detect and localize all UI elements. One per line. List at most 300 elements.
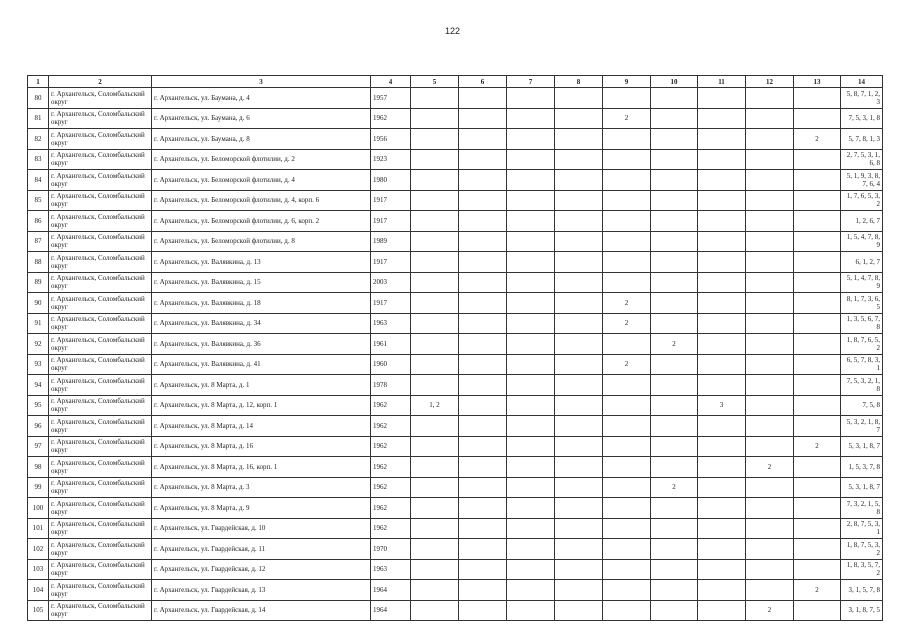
col12-cell	[746, 436, 794, 457]
col14-cell: 1, 8, 7, 5, 3, 2	[841, 539, 883, 560]
col11-cell	[698, 231, 746, 252]
col13-cell: 2	[794, 129, 841, 150]
year-cell: 1917	[371, 293, 411, 314]
col8-cell	[555, 149, 603, 170]
district-cell: г. Архангельск, Соломбальский округ	[49, 600, 152, 621]
col7-cell	[507, 518, 555, 539]
column-header: 6	[459, 76, 507, 88]
col14-cell: 7, 3, 2, 1, 5, 8	[841, 498, 883, 519]
address-cell: г. Архангельск, ул. 8 Марта, д. 9	[152, 498, 371, 519]
row-number: 99	[28, 477, 49, 498]
col13-cell	[794, 375, 841, 396]
col7-cell	[507, 559, 555, 580]
col11-cell	[698, 313, 746, 334]
address-cell: г. Архангельск, ул. Беломорской флотилии, д. 8	[152, 231, 371, 252]
address-cell: г. Архангельск, ул. 8 Марта, д. 14	[152, 416, 371, 437]
col14-cell: 5, 3, 1, 8, 7	[841, 477, 883, 498]
col12-cell	[746, 108, 794, 129]
col9-cell	[603, 190, 651, 211]
col11-cell	[698, 190, 746, 211]
column-header: 12	[746, 76, 794, 88]
col10-cell	[651, 272, 698, 293]
row-number: 90	[28, 293, 49, 314]
table-row	[28, 149, 883, 170]
col10-cell	[651, 498, 698, 519]
col12-cell	[746, 88, 794, 109]
row-number: 92	[28, 334, 49, 355]
col14-cell: 1, 5, 4, 7, 8, 9	[841, 231, 883, 252]
col9-cell	[603, 395, 651, 416]
column-header: 4	[371, 76, 411, 88]
col6-cell	[459, 395, 507, 416]
table-row	[28, 252, 883, 273]
col11-cell	[698, 559, 746, 580]
col13-cell	[794, 518, 841, 539]
year-cell: 1980	[371, 170, 411, 191]
col12-cell	[746, 293, 794, 314]
table-row	[28, 559, 883, 580]
col8-cell	[555, 395, 603, 416]
table-row	[28, 375, 883, 396]
col9-cell	[603, 252, 651, 273]
year-cell: 1957	[371, 88, 411, 109]
col5-cell	[411, 272, 459, 293]
district-cell: г. Архангельск, Соломбальский округ	[49, 88, 152, 109]
col9-cell	[603, 129, 651, 150]
col5-cell	[411, 108, 459, 129]
col6-cell	[459, 313, 507, 334]
col8-cell	[555, 498, 603, 519]
table-row	[28, 498, 883, 519]
district-cell: г. Архангельск, Соломбальский округ	[49, 498, 152, 519]
col6-cell	[459, 170, 507, 191]
col12-cell	[746, 518, 794, 539]
col13-cell	[794, 354, 841, 375]
col13-cell	[794, 88, 841, 109]
row-number: 94	[28, 375, 49, 396]
row-number: 89	[28, 272, 49, 293]
year-cell: 1962	[371, 498, 411, 519]
district-cell: г. Архангельск, Соломбальский округ	[49, 539, 152, 560]
table-row	[28, 129, 883, 150]
col7-cell	[507, 149, 555, 170]
col6-cell	[459, 416, 507, 437]
col12-cell	[746, 498, 794, 519]
year-cell: 1962	[371, 518, 411, 539]
col14-cell: 5, 1, 9, 3, 8, 7, 6, 4	[841, 170, 883, 191]
row-number: 93	[28, 354, 49, 375]
col7-cell	[507, 539, 555, 560]
col14-cell: 1, 8, 3, 5, 7, 2	[841, 559, 883, 580]
page-number: 122	[444, 26, 461, 36]
row-number: 97	[28, 436, 49, 457]
col12-cell	[746, 211, 794, 232]
col10-cell: 2	[651, 477, 698, 498]
col11-cell	[698, 211, 746, 232]
col7-cell	[507, 600, 555, 621]
district-cell: г. Архангельск, Соломбальский округ	[49, 559, 152, 580]
col7-cell	[507, 457, 555, 478]
col9-cell: 2	[603, 293, 651, 314]
year-cell: 1917	[371, 211, 411, 232]
col13-cell	[794, 170, 841, 191]
col7-cell	[507, 334, 555, 355]
col9-cell	[603, 498, 651, 519]
address-cell: г. Архангельск, ул. Беломорской флотилии, д. 4	[152, 170, 371, 191]
col9-cell	[603, 580, 651, 601]
table-row	[28, 293, 883, 314]
district-cell: г. Архангельск, Соломбальский округ	[49, 580, 152, 601]
row-number: 85	[28, 190, 49, 211]
row-number: 84	[28, 170, 49, 191]
col14-cell: 1, 5, 3, 7, 8	[841, 457, 883, 478]
district-cell: г. Архангельск, Соломбальский округ	[49, 211, 152, 232]
col12-cell	[746, 354, 794, 375]
col5-cell	[411, 252, 459, 273]
col13-cell	[794, 190, 841, 211]
col7-cell	[507, 580, 555, 601]
col9-cell: 2	[603, 313, 651, 334]
row-number: 88	[28, 252, 49, 273]
col11-cell	[698, 518, 746, 539]
column-header: 10	[651, 76, 698, 88]
table-row	[28, 170, 883, 191]
column-header: 2	[49, 76, 152, 88]
col5-cell	[411, 334, 459, 355]
col8-cell	[555, 559, 603, 580]
col8-cell	[555, 477, 603, 498]
column-header: 8	[555, 76, 603, 88]
district-cell: г. Архангельск, Соломбальский округ	[49, 477, 152, 498]
col10-cell	[651, 170, 698, 191]
col10-cell	[651, 436, 698, 457]
col6-cell	[459, 88, 507, 109]
table-body	[28, 88, 883, 621]
district-cell: г. Архангельск, Соломбальский округ	[49, 457, 152, 478]
col9-cell	[603, 231, 651, 252]
col5-cell	[411, 170, 459, 191]
table-row	[28, 477, 883, 498]
district-cell: г. Архангельск, Соломбальский округ	[49, 293, 152, 314]
table-row	[28, 395, 883, 416]
col5-cell	[411, 477, 459, 498]
year-cell: 1978	[371, 375, 411, 396]
col12-cell	[746, 477, 794, 498]
col12-cell	[746, 375, 794, 396]
row-number: 104	[28, 580, 49, 601]
year-cell: 2003	[371, 272, 411, 293]
col8-cell	[555, 293, 603, 314]
district-cell: г. Архангельск, Соломбальский округ	[49, 416, 152, 437]
col8-cell	[555, 252, 603, 273]
col6-cell	[459, 211, 507, 232]
year-cell: 1962	[371, 395, 411, 416]
col7-cell	[507, 395, 555, 416]
col6-cell	[459, 149, 507, 170]
col6-cell	[459, 375, 507, 396]
col9-cell	[603, 375, 651, 396]
row-number: 101	[28, 518, 49, 539]
district-cell: г. Архангельск, Соломбальский округ	[49, 334, 152, 355]
district-cell: г. Архангельск, Соломбальский округ	[49, 272, 152, 293]
col7-cell	[507, 477, 555, 498]
table-row	[28, 88, 883, 109]
col9-cell: 2	[603, 108, 651, 129]
col11-cell: 3	[698, 395, 746, 416]
year-cell: 1964	[371, 600, 411, 621]
col13-cell	[794, 559, 841, 580]
table-row	[28, 416, 883, 437]
col8-cell	[555, 211, 603, 232]
col12-cell	[746, 252, 794, 273]
col10-cell	[651, 313, 698, 334]
col5-cell	[411, 211, 459, 232]
col8-cell	[555, 272, 603, 293]
col11-cell	[698, 375, 746, 396]
district-cell: г. Архангельск, Соломбальский округ	[49, 149, 152, 170]
col5-cell	[411, 416, 459, 437]
year-cell: 1960	[371, 354, 411, 375]
col14-cell: 1, 3, 5, 6, 7, 8	[841, 313, 883, 334]
col9-cell	[603, 211, 651, 232]
col5-cell: 1, 2	[411, 395, 459, 416]
district-cell: г. Архангельск, Соломбальский округ	[49, 170, 152, 191]
col12-cell	[746, 313, 794, 334]
col6-cell	[459, 108, 507, 129]
district-cell: г. Архангельск, Соломбальский округ	[49, 313, 152, 334]
col7-cell	[507, 498, 555, 519]
address-cell: г. Архангельск, ул. Валявкина, д. 41	[152, 354, 371, 375]
col11-cell	[698, 108, 746, 129]
col14-cell: 1, 2, 6, 7	[841, 211, 883, 232]
col8-cell	[555, 600, 603, 621]
col5-cell	[411, 293, 459, 314]
col6-cell	[459, 477, 507, 498]
col12-cell	[746, 416, 794, 437]
col11-cell	[698, 457, 746, 478]
address-cell: г. Архангельск, ул. Валявкина, д. 36	[152, 334, 371, 355]
column-header: 5	[411, 76, 459, 88]
address-cell: г. Архангельск, ул. Валявкина, д. 15	[152, 272, 371, 293]
col10-cell	[651, 211, 698, 232]
col13-cell	[794, 272, 841, 293]
col6-cell	[459, 354, 507, 375]
col10-cell: 2	[651, 334, 698, 355]
year-cell: 1962	[371, 457, 411, 478]
col6-cell	[459, 600, 507, 621]
col14-cell: 7, 5, 3, 1, 8	[841, 108, 883, 129]
col7-cell	[507, 375, 555, 396]
district-cell: г. Архангельск, Соломбальский округ	[49, 108, 152, 129]
col7-cell	[507, 272, 555, 293]
col8-cell	[555, 375, 603, 396]
col9-cell	[603, 457, 651, 478]
col5-cell	[411, 600, 459, 621]
col5-cell	[411, 149, 459, 170]
col10-cell	[651, 580, 698, 601]
table-row	[28, 231, 883, 252]
row-number: 105	[28, 600, 49, 621]
col13-cell: 2	[794, 436, 841, 457]
col9-cell	[603, 477, 651, 498]
address-cell: г. Архангельск, ул. Беломорской флотилии, д. 4, корп. 6	[152, 190, 371, 211]
address-cell: г. Архангельск, ул. Гвардейская, д. 11	[152, 539, 371, 560]
col10-cell	[651, 375, 698, 396]
year-cell: 1963	[371, 313, 411, 334]
col13-cell	[794, 334, 841, 355]
col11-cell	[698, 477, 746, 498]
col8-cell	[555, 354, 603, 375]
col7-cell	[507, 354, 555, 375]
year-cell: 1963	[371, 559, 411, 580]
col8-cell	[555, 88, 603, 109]
col13-cell	[794, 231, 841, 252]
col9-cell	[603, 559, 651, 580]
district-cell: г. Архангельск, Соломбальский округ	[49, 252, 152, 273]
col5-cell	[411, 436, 459, 457]
district-cell: г. Архангельск, Соломбальский округ	[49, 190, 152, 211]
address-cell: г. Архангельск, ул. Беломорской флотилии, д. 2	[152, 149, 371, 170]
col10-cell	[651, 559, 698, 580]
col12-cell: 2	[746, 600, 794, 621]
year-cell: 1923	[371, 149, 411, 170]
col14-cell: 2, 8, 7, 5, 3, 1	[841, 518, 883, 539]
col6-cell	[459, 518, 507, 539]
address-cell: г. Архангельск, ул. Баумана, д. 6	[152, 108, 371, 129]
address-cell: г. Архангельск, ул. Гвардейская, д. 12	[152, 559, 371, 580]
col7-cell	[507, 190, 555, 211]
address-cell: г. Архангельск, ул. 8 Марта, д. 1	[152, 375, 371, 396]
col12-cell	[746, 170, 794, 191]
col9-cell	[603, 600, 651, 621]
address-cell: г. Архангельск, ул. Валявкина, д. 18	[152, 293, 371, 314]
col14-cell: 5, 3, 2, 1, 8, 7	[841, 416, 883, 437]
col7-cell	[507, 108, 555, 129]
col5-cell	[411, 88, 459, 109]
col10-cell	[651, 354, 698, 375]
row-number: 100	[28, 498, 49, 519]
col9-cell	[603, 170, 651, 191]
col14-cell: 1, 7, 6, 5, 3, 2	[841, 190, 883, 211]
col5-cell	[411, 539, 459, 560]
col10-cell	[651, 293, 698, 314]
col5-cell	[411, 580, 459, 601]
year-cell: 1962	[371, 477, 411, 498]
col14-cell: 8, 1, 7, 3, 6, 5	[841, 293, 883, 314]
col12-cell	[746, 334, 794, 355]
year-cell: 1970	[371, 539, 411, 560]
col5-cell	[411, 375, 459, 396]
col13-cell	[794, 457, 841, 478]
district-cell: г. Архангельск, Соломбальский округ	[49, 518, 152, 539]
col13-cell	[794, 313, 841, 334]
col13-cell	[794, 600, 841, 621]
column-header: 13	[794, 76, 841, 88]
column-header: 1	[28, 76, 49, 88]
col11-cell	[698, 416, 746, 437]
col7-cell	[507, 416, 555, 437]
year-cell: 1956	[371, 129, 411, 150]
col14-cell: 3, 1, 5, 7, 8	[841, 580, 883, 601]
row-number: 82	[28, 129, 49, 150]
col8-cell	[555, 313, 603, 334]
address-cell: г. Архангельск, ул. Беломорской флотилии, д. 6, корп. 2	[152, 211, 371, 232]
col5-cell	[411, 190, 459, 211]
column-header: 14	[841, 76, 883, 88]
col9-cell	[603, 88, 651, 109]
col5-cell	[411, 231, 459, 252]
col8-cell	[555, 436, 603, 457]
col9-cell	[603, 539, 651, 560]
col6-cell	[459, 272, 507, 293]
col14-cell: 7, 5, 8	[841, 395, 883, 416]
col12-cell: 2	[746, 457, 794, 478]
col5-cell	[411, 559, 459, 580]
col6-cell	[459, 436, 507, 457]
col6-cell	[459, 498, 507, 519]
col8-cell	[555, 539, 603, 560]
col7-cell	[507, 436, 555, 457]
col5-cell	[411, 498, 459, 519]
table-row	[28, 518, 883, 539]
col10-cell	[651, 416, 698, 437]
col14-cell: 5, 8, 7, 1, 2, 3	[841, 88, 883, 109]
col8-cell	[555, 416, 603, 437]
col12-cell	[746, 149, 794, 170]
col11-cell	[698, 272, 746, 293]
col10-cell	[651, 518, 698, 539]
col6-cell	[459, 231, 507, 252]
year-cell: 1964	[371, 580, 411, 601]
col11-cell	[698, 252, 746, 273]
year-cell: 1989	[371, 231, 411, 252]
row-number: 102	[28, 539, 49, 560]
col6-cell	[459, 129, 507, 150]
col12-cell	[746, 231, 794, 252]
col6-cell	[459, 334, 507, 355]
col12-cell	[746, 559, 794, 580]
table-row	[28, 313, 883, 334]
col10-cell	[651, 129, 698, 150]
row-number: 95	[28, 395, 49, 416]
year-cell: 1962	[371, 108, 411, 129]
col9-cell	[603, 149, 651, 170]
district-cell: г. Архангельск, Соломбальский округ	[49, 129, 152, 150]
col9-cell	[603, 518, 651, 539]
row-number: 87	[28, 231, 49, 252]
col10-cell	[651, 600, 698, 621]
col13-cell	[794, 211, 841, 232]
col10-cell	[651, 190, 698, 211]
address-cell: г. Архангельск, ул. Валявкина, д. 13	[152, 252, 371, 273]
col6-cell	[459, 559, 507, 580]
col6-cell	[459, 293, 507, 314]
col9-cell	[603, 436, 651, 457]
col8-cell	[555, 170, 603, 191]
row-number: 96	[28, 416, 49, 437]
col8-cell	[555, 190, 603, 211]
table-row	[28, 436, 883, 457]
address-cell: г. Архангельск, ул. 8 Марта, д. 16	[152, 436, 371, 457]
address-cell: г. Архангельск, ул. 8 Марта, д. 12, корп. 1	[152, 395, 371, 416]
col12-cell	[746, 190, 794, 211]
district-cell: г. Архангельск, Соломбальский округ	[49, 375, 152, 396]
col7-cell	[507, 170, 555, 191]
address-cell: г. Архангельск, ул. Гвардейская, д. 10	[152, 518, 371, 539]
column-header: 3	[152, 76, 371, 88]
col6-cell	[459, 252, 507, 273]
district-cell: г. Архангельск, Соломбальский округ	[49, 354, 152, 375]
